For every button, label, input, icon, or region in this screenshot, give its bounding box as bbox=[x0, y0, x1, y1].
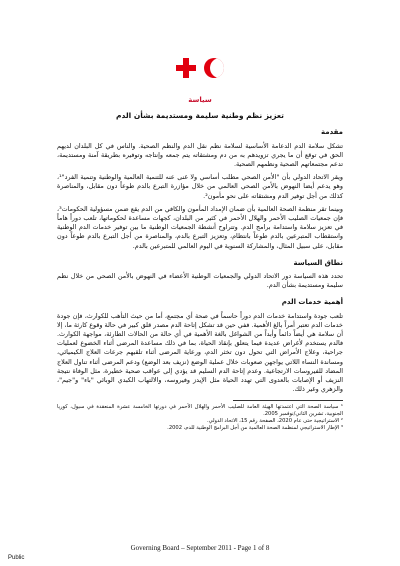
paragraph: تلعب جودة واستدامة خدمات الدم دوراً حاسماً في صحة أي مجتمع، أما من حيث التأهب للكوارث، فإن جودة خدمات الدم تعتبر أمراً بالغ الأهمية. ففي حين قد تشكل إتاحة الدم مصدر قلق كبير في حالة وقوع كارثة ما، إلا أن سلامة هي أيضاً دائماً وأبداً من الشواغل بالغة الأهمية في أي حالة من الحالات الطارئة، مواجهة الكوارث. فالدم يستخدم لأغراض عديدة فيما يتعلق بإنقاذ الحياة، بما في ذلك مساعدة المرضى أثناء الخضوع لعمليات جراحية، وعلاج الأمراض التي تحول دون تخثر الدم، ورعاية المرضى أثناء تلقيهم جرعات العلاج الكيميائي، ومساندة النساء اللاتي يواجهن صعوبات خلال عملية الوضع (نزيف بعد الوضع) ودعم المرضى أثناء تناول العلاج المضاد للفيروسات الارتجاعية. وعدم إتاحة الدم السليم قد يؤدي إلى عواقب صحية خطيرة، مثل الوفاة نتيجة النزيف أو الإصابات بالعدوى التي تهدد الحياة مثل الإيدز وفيروسه، والالتهاب الكبدي الوبائي "باء" و"جيم"، والزهري وغير ذلك. bbox=[57, 311, 343, 394]
red-cross-icon bbox=[176, 58, 196, 78]
footnote: ³ الإطار الاستراتيجي لمنظمة الصحة العالمية من أجل البرامج الوطنية للدم، 2002. bbox=[167, 425, 343, 432]
page-footer: Governing Board – September 2011 - Page 1 of 8 bbox=[130, 544, 270, 552]
section-heading: أهمية خدمات الدم bbox=[281, 298, 343, 307]
paragraph: تحدد هذه السياسة دور الاتحاد الدولي والجمعيات الوطنية الأعضاء في النهوض بالأمن الصحي من خلال نظم سليمة ومستديمة بشأن الدم. bbox=[57, 272, 343, 290]
document-title: تعزيز نظم وطنية سليمة ومستديمة بشأن الدم bbox=[116, 111, 284, 121]
paragraph: ويقر الاتحاد الدولي بأن "الأمن الصحي مطلب أساسي ولا غنى عنه للتنمية العالمية والوطنية وتنمية الفرد"¹، وهو يدعم أيضا النهوض بالأمن الصحي العالمي من خلال مؤازرة التبرع بالدم طوعاً دون مقابل، والمناصرة كذلك من أجل توفير الدم ومشتقاته على نحو مأمون². bbox=[57, 173, 343, 200]
footnote-separator bbox=[233, 400, 343, 401]
red-crescent-icon bbox=[204, 58, 224, 78]
section-introduction bbox=[57, 128, 343, 250]
document-type: سياسة bbox=[188, 96, 212, 104]
section-importance bbox=[57, 298, 343, 394]
paragraph: تشكل سلامة الدم الدعامة الأساسية لسلامة نظم نقل الدم والنظم الصحية. والناس في كل البلدان لديهم الحق في توقع أن ما يجري تزويدهم به من دم ومشتقاته يتم جمعه وإنتاجه وتوفيره بطريقة آمنة ومستديمة، تدعم مجتمعاتهم الصحية ونظمهم الصحية. bbox=[57, 141, 343, 169]
footnote: ¹ سياسة الصحة التي اعتمدتها الهيئة العامة للصليب الأحمر والهلال الأحمر في دورتها الخامسة عشرة المنعقدة في سيول، كوريا الجنوبية، تشرين الثاني/نوفمبر 2005. bbox=[57, 404, 343, 418]
section-heading: مقدمة bbox=[321, 128, 343, 137]
footnote: ² الاستراتيجية حتى عام 2020، الصفحة رقم 15، الاتحاد الدولي. bbox=[206, 418, 343, 425]
classification-label: Public bbox=[8, 555, 25, 561]
paragraph: وبينما تقر منظمة الصحة العالمية بأن ضمان الإمداد المأمون والكافي من الدم يقع ضمن مسؤولية الحكومات³، فإن جمعيات الصليب الأحمر والهلال الأحمر في كثير من البلدان، كجهات مساعدة لحكوماتها، تلعب دوراً هاماً في تعزيز سلامة واستدامة برامج الدم. وتتراوح أنشطة الجمعيات الوطنية ما بين توفير خدمات الدم الوطنية واستقطاب المتبرعين بالدم طوعاً بانتظام، وتعزيز التبرع بالدم، والمناصرة من أجل التبرع بالدم طوعاً دون مقابل، على سبيل المثال، والمشاركة السنوية في اليوم العالمي للمتبرعين بالدم. bbox=[57, 204, 343, 250]
footnotes bbox=[57, 404, 343, 432]
logo bbox=[176, 57, 224, 79]
section-heading: نطاق السياسة bbox=[293, 258, 343, 267]
document-body bbox=[57, 96, 343, 432]
section-scope bbox=[57, 259, 343, 291]
